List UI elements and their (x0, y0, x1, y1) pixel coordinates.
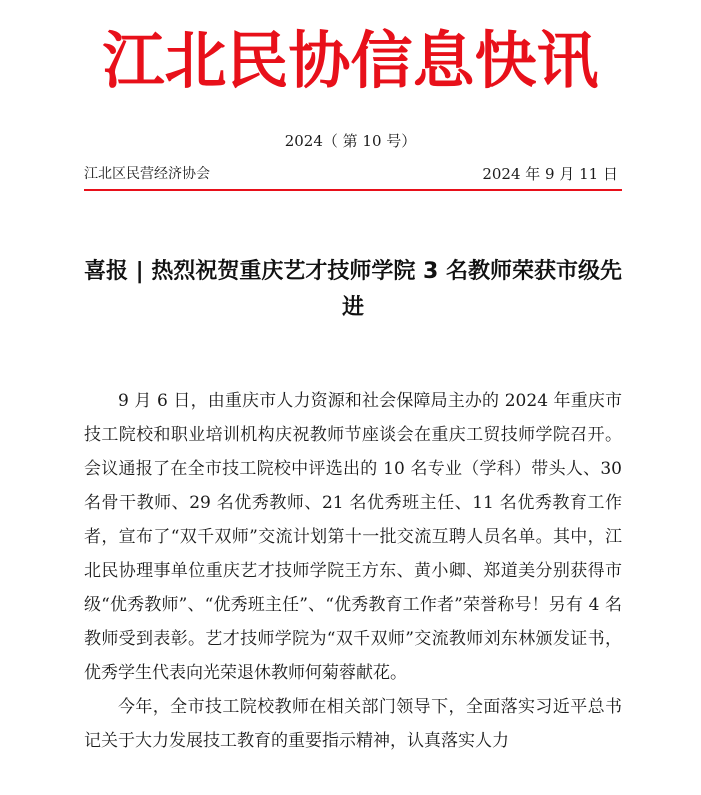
newsletter-masthead: 江北民协信息快讯 (102, 24, 599, 97)
article-body (84, 384, 622, 758)
article-paragraph-1: 9 月 6 日，由重庆市人力资源和社会保障局主办的 2024 年重庆市技工院校和职业培训机构庆祝教师节座谈会在重庆工贸技师学院召开。会议通报了在全市技工院校中评选出的 10 名专业（学科）带头人、30 名骨干教师、29 名优秀教师、21 名优秀班主任、11 名优秀教育工作者，宣布了“双千双师”交流计划第十一批交流互聘人员名单。其中，江北民协理事单位重庆艺才技师学院王方东、黄小卿、郑道美分别获得市级“优秀教师”、“优秀班主任”、“优秀教育工作者”荣誉称号！另有 4 名教师受到表彰。艺才技师学院为“双千双师”交流教师刘东林颁发证书，优秀学生代表向光荣退休教师何菊蓉献花。 (84, 391, 622, 683)
meta-row (84, 162, 618, 186)
publisher-organization: 江北区民营经济协会 (84, 166, 210, 182)
article-headline: 喜报 | 热烈祝贺重庆艺才技师学院 3 名教师荣获市级先进 (84, 259, 622, 320)
issue-number: 2024（ 第 10 号） (284, 132, 417, 150)
publish-date: 2024 年 9 月 11 日 (482, 165, 618, 183)
article-paragraph-2: 今年，全市技工院校教师在相关部门领导下，全面落实习近平总书记关于大力发展技工教育的重要指示精神，认真落实人力 (84, 697, 622, 751)
red-divider-line (84, 189, 622, 191)
